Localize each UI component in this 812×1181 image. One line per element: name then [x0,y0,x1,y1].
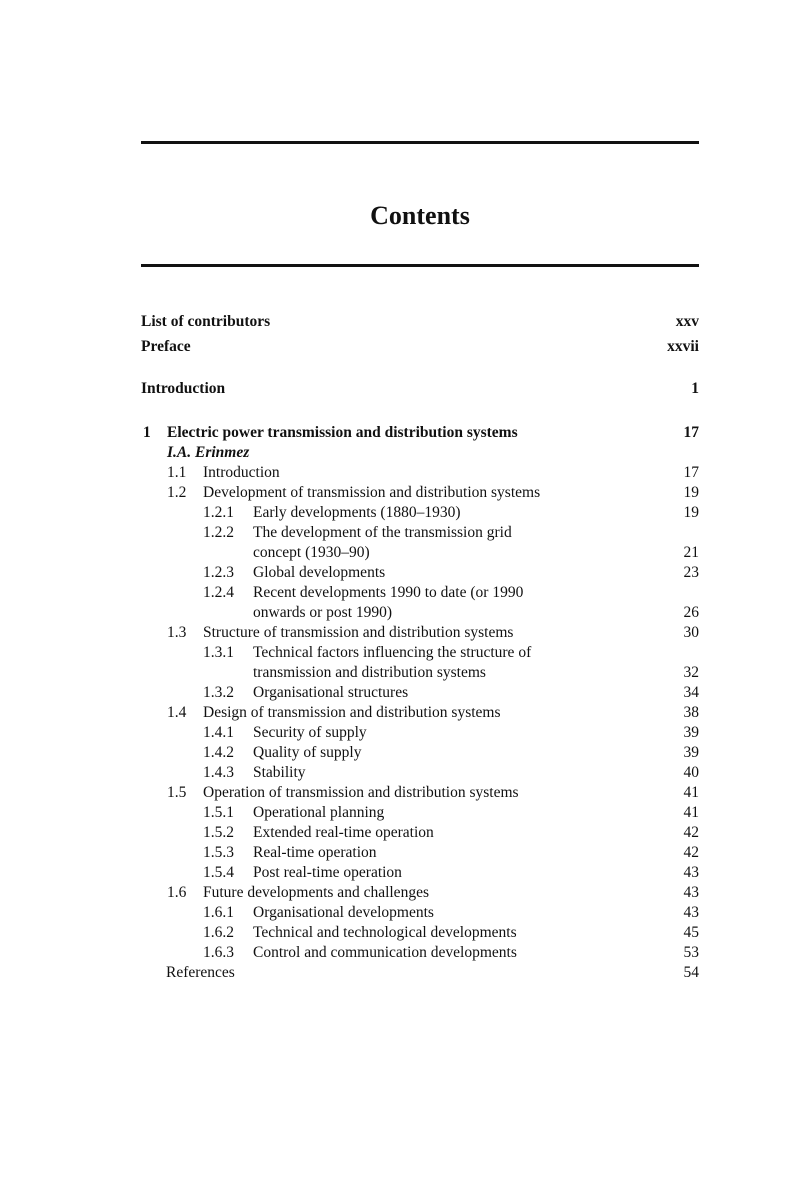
toc-entry-page: 17 [683,464,699,481]
chapter-number: 1 [143,424,151,441]
toc-entry-page: 53 [683,944,699,961]
toc-entry[interactable] [141,643,699,663]
toc-entry[interactable] [141,883,699,903]
toc-entry-page: 43 [683,884,699,901]
toc-entry-contributors[interactable] [141,312,699,332]
toc-entry-label: Global developments [253,564,386,581]
toc-entry[interactable] [141,863,699,883]
toc-entry-page: 54 [683,964,699,981]
toc-chapter-1[interactable] [141,423,699,443]
toc-entry[interactable] [141,763,699,783]
toc-entry-label: transmission and distribution systems [253,664,486,681]
toc-entry-page: 43 [683,864,699,881]
toc-entry-label: Operational planning [253,804,385,821]
toc-entry-label: Real-time operation [253,844,377,861]
toc-entry-label: Stability [253,764,306,781]
toc-entry-references[interactable] [141,963,699,983]
chapter-title: Electric power transmission and distribution systems [167,424,518,441]
toc-entry-page: 26 [683,604,699,621]
toc-entry-number: 1.2 [167,484,187,501]
toc-entry-label: Recent developments 1990 to date (or 1990 [253,584,524,601]
toc-entry-number: 1.5.2 [203,824,234,841]
toc-entry[interactable] [141,483,699,503]
toc-entry-page: 45 [683,924,699,941]
toc-entry-page: 19 [683,504,699,521]
toc-entry-number: 1.3.2 [203,684,234,701]
toc-entry-page: 32 [683,664,699,681]
toc-entry[interactable] [141,623,699,643]
toc-entry-page: 30 [683,624,699,641]
toc-entry[interactable] [141,783,699,803]
page-title: Contents [370,201,470,230]
toc-entry[interactable] [141,583,699,603]
toc-entry-number: 1.1 [167,464,187,481]
toc-entry-number: 1.4.2 [203,744,234,761]
toc-entry[interactable] [141,503,699,523]
toc-entry-label: Post real-time operation [253,864,402,881]
toc-entry-page: 40 [683,764,699,781]
toc-entry-label: References [166,964,235,981]
toc-entry-label: Introduction [203,464,280,481]
chapter-author-name: I.A. Erinmez [167,444,250,461]
toc-entry-number: 1.4 [167,704,187,721]
toc-entry-label: Early developments (1880–1930) [253,504,461,521]
toc-entry-number: 1.2.3 [203,564,234,581]
toc-entry[interactable] [141,543,699,563]
toc-entry-number: 1.5.4 [203,864,234,881]
toc-entry-number: 1.6.3 [203,944,234,961]
toc-entry-label: Operation of transmission and distribution systems [203,784,519,801]
toc-entry-page: 34 [683,684,699,701]
toc-entry[interactable] [141,463,699,483]
toc-entry-page: 42 [683,824,699,841]
toc-entry-page: 38 [683,704,699,721]
toc-entry[interactable] [141,603,699,623]
toc-entry-page: 39 [683,744,699,761]
toc-entry-label: The development of the transmission grid [253,524,512,541]
toc-entry-label: Quality of supply [253,744,362,761]
chapter-author [141,443,699,463]
toc-entry-number: 1.6.1 [203,904,234,921]
toc-entry[interactable] [141,523,699,543]
toc-entry-number: 1.3.1 [203,644,234,661]
toc-entry-page: 41 [683,804,699,821]
toc-entry-label: Preface [141,338,191,355]
toc-entry-label: Technical and technological developments [253,924,517,941]
toc-entry[interactable] [141,563,699,583]
toc-entry-number: 1.2.4 [203,584,234,601]
toc-entry-page: 41 [683,784,699,801]
toc-entry[interactable] [141,663,699,683]
toc-entry[interactable] [141,743,699,763]
toc-entry-number: 1.5.3 [203,844,234,861]
toc-entry-preface[interactable] [141,337,699,357]
toc-entry-label: Organisational structures [253,684,409,701]
toc-entry-number: 1.3 [167,624,187,641]
chapter-page: 17 [683,424,699,441]
toc-entry-label: Development of transmission and distribution systems [203,484,541,501]
toc-entry-label: Extended real-time operation [253,824,434,841]
toc-entry-label: Design of transmission and distribution systems [203,704,501,721]
toc-entry-label: Future developments and challenges [203,884,429,901]
toc-entry-page: 1 [691,380,699,397]
toc-entry[interactable] [141,723,699,743]
toc-entry[interactable] [141,803,699,823]
toc-entry-page: 23 [683,564,699,581]
toc-entry-number: 1.2.1 [203,504,234,521]
toc-entry-number: 1.4.3 [203,764,234,781]
toc-entry-page: 39 [683,724,699,741]
toc-entry-label: Structure of transmission and distribution systems [203,624,514,641]
toc-entry[interactable] [141,943,699,963]
toc-entry-number: 1.5 [167,784,187,801]
toc-entry[interactable] [141,683,699,703]
toc-entry-label: List of contributors [141,313,271,330]
toc-entry-page: 19 [683,484,699,501]
toc-entry-label: Security of supply [253,724,367,741]
toc-entry-label: concept (1930–90) [253,544,370,561]
toc-entry-page: 42 [683,844,699,861]
toc-entry-number: 1.2.2 [203,524,234,541]
toc-entry-label: Introduction [141,380,226,397]
toc-entry-number: 1.6 [167,884,187,901]
toc-entry-page: xxvii [667,338,699,355]
toc-entry-label: Control and communication developments [253,944,517,961]
toc-entry[interactable] [141,823,699,843]
toc-entry-label: onwards or post 1990) [253,604,393,621]
toc-entry[interactable] [141,923,699,943]
toc-entry[interactable] [141,703,699,723]
toc-entry-label: Technical factors influencing the structure of [253,644,532,661]
toc-entry-introduction[interactable] [141,379,699,399]
toc-entry[interactable] [141,843,699,863]
toc-entry-page: 21 [683,544,699,561]
toc-entry-label: Organisational developments [253,904,434,921]
toc-entry-number: 1.5.1 [203,804,234,821]
toc-entry[interactable] [141,903,699,923]
top-rule [141,141,699,144]
bottom-rule [141,264,699,267]
toc-entry-page: 43 [683,904,699,921]
toc-entry-number: 1.4.1 [203,724,234,741]
toc-entry-page: xxv [675,313,699,330]
toc-entry-number: 1.6.2 [203,924,234,941]
